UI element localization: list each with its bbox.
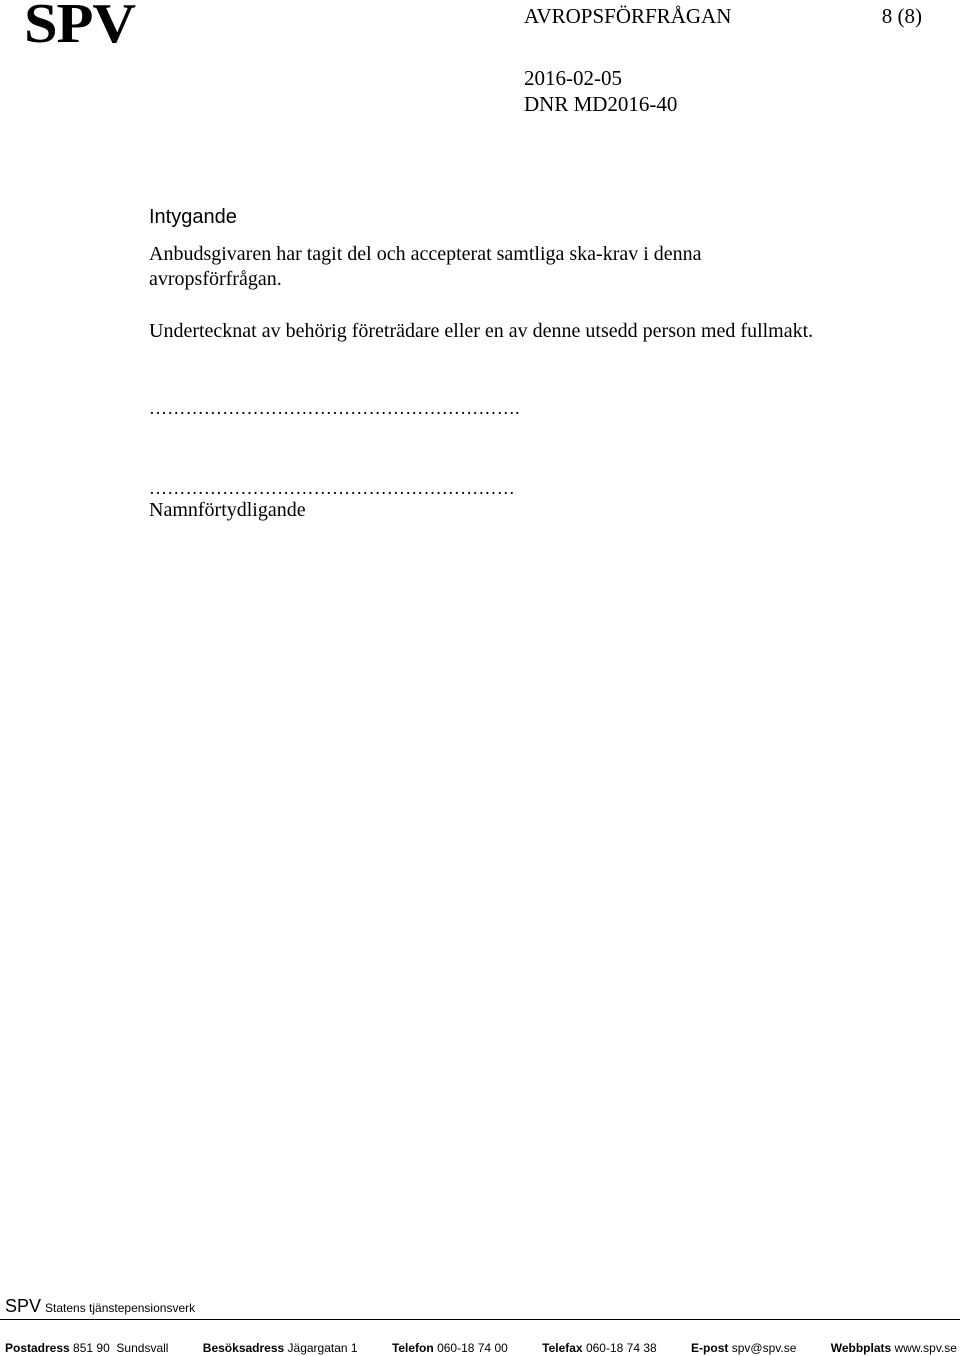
footer-divider bbox=[0, 1319, 960, 1320]
footer-contact-info bbox=[5, 1340, 957, 1356]
footer-label: Webbplats bbox=[830, 1341, 892, 1355]
footer-label: Telefon bbox=[391, 1341, 434, 1355]
document-type: AVROPSFÖRFRÅGAN bbox=[524, 4, 732, 28]
footer-postal-address bbox=[5, 1340, 168, 1356]
footer-label: Telefax bbox=[542, 1341, 583, 1355]
spv-logo: SPV bbox=[24, 0, 136, 55]
footer-label: Postadress bbox=[5, 1341, 70, 1355]
footer-label: Besöksadress bbox=[202, 1341, 285, 1355]
footer-fax bbox=[542, 1340, 657, 1356]
name-clarification-line: …………………………………………………… bbox=[149, 478, 515, 498]
document-date: 2016-02-05 bbox=[524, 66, 622, 90]
footer-value: 060-18 74 38 bbox=[585, 1341, 657, 1355]
footer-phone bbox=[392, 1340, 508, 1356]
signature-line: ……………………………………………………. bbox=[149, 398, 520, 418]
footer-value: Jägargatan 1 bbox=[287, 1341, 358, 1355]
footer-organization bbox=[5, 1296, 195, 1317]
footer-label: E-post bbox=[691, 1341, 729, 1355]
document-dnr: DNR MD2016-40 bbox=[524, 92, 678, 116]
footer-value: 060-18 74 00 bbox=[437, 1341, 508, 1355]
footer-org-name: Statens tjänstepensionsverk bbox=[45, 1301, 196, 1315]
footer-org-abbr: SPV bbox=[5, 1296, 42, 1316]
footer-value: 851 90 Sundsvall bbox=[73, 1341, 169, 1355]
section-heading: Intygande bbox=[149, 206, 237, 228]
footer-email-link[interactable]: spv@spv.se bbox=[731, 1341, 797, 1355]
page-number: 8 (8) bbox=[881, 4, 922, 28]
footer-email[interactable] bbox=[691, 1340, 796, 1356]
name-clarification-label: Namnförtydligande bbox=[149, 499, 306, 521]
footer-website[interactable] bbox=[831, 1340, 957, 1356]
footer-visiting-address bbox=[203, 1340, 358, 1356]
acceptance-paragraph: Anbudsgivaren har tagit del och accepterat samtliga ska-krav i denna avropsförfrågan. bbox=[149, 243, 702, 290]
footer-website-link[interactable]: www.spv.se bbox=[894, 1341, 957, 1355]
signature-instruction: Undertecknat av behörig företrädare eller en av denne utsedd person med fullmakt. bbox=[149, 320, 814, 342]
